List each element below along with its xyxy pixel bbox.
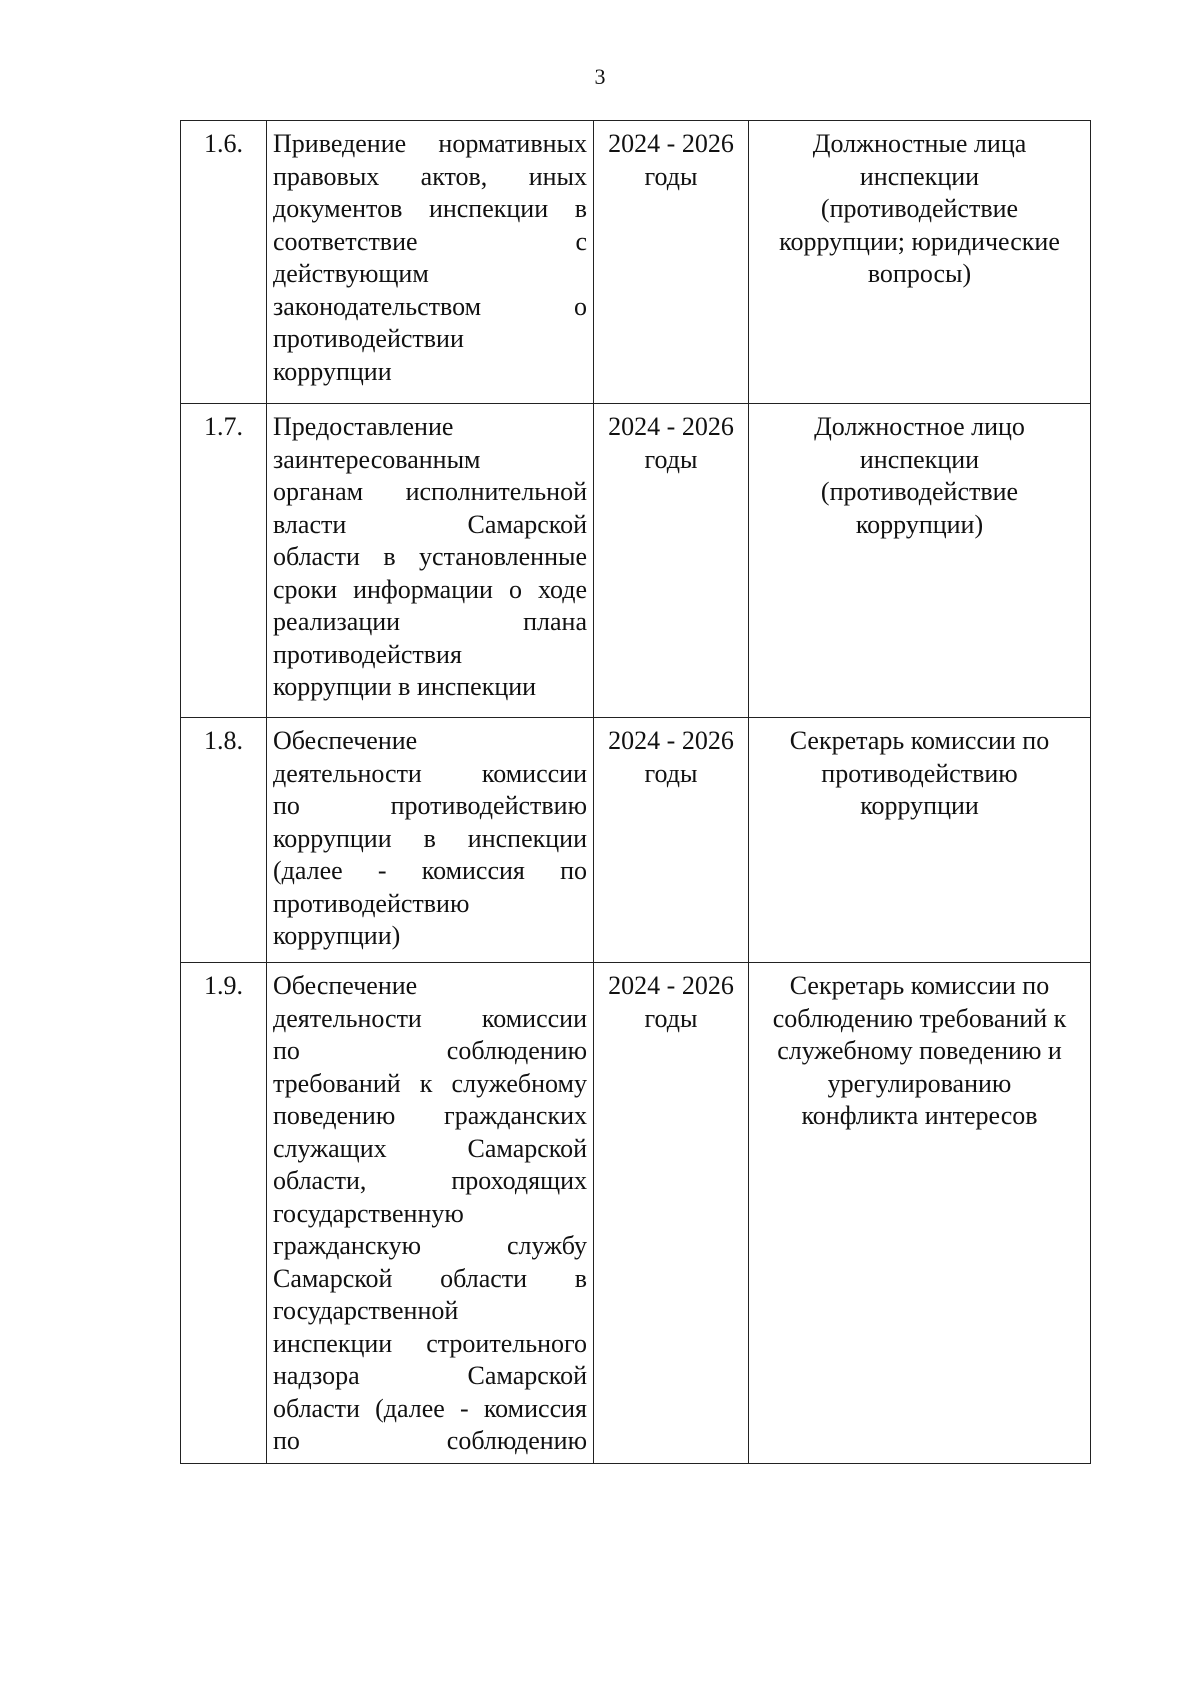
responsible-line: Секретарь комиссии по	[789, 726, 1050, 755]
text-line: коррупции в инспекции	[273, 672, 537, 701]
text-line: области в установленные	[273, 542, 587, 571]
responsible-line: коррупции)	[855, 509, 984, 539]
text-line: надзора Самарской	[273, 1361, 587, 1390]
responsible-line: инспекции	[859, 161, 980, 191]
text-line: заинтересованным	[273, 444, 481, 474]
responsible-cell	[749, 121, 1091, 404]
text-line: коррупции)	[273, 921, 401, 950]
text-line: коррупции	[273, 356, 392, 386]
table-row	[181, 963, 1091, 1464]
responsible-line: Должностное лицо	[814, 412, 1025, 441]
table-row	[181, 404, 1091, 718]
period-unit: годы	[644, 161, 698, 191]
item-number: 1.6.	[181, 121, 267, 404]
responsible-cell	[749, 718, 1091, 963]
measure-text	[267, 404, 594, 718]
responsible-line: противодействию	[821, 758, 1018, 788]
measure-text	[267, 718, 594, 963]
text-line: власти Самарской	[273, 509, 587, 539]
text-line: деятельности комиссии	[273, 758, 587, 788]
text-line: противодействии	[273, 324, 464, 353]
period-years: 2024 - 2026	[608, 726, 734, 755]
item-number: 1.9.	[181, 963, 267, 1464]
text-line: сроки информации о ходе	[273, 574, 587, 604]
period-years: 2024 - 2026	[608, 412, 734, 441]
text-line: Обеспечение	[273, 971, 418, 1000]
item-number: 1.8.	[181, 718, 267, 963]
period-years: 2024 - 2026	[608, 971, 734, 1000]
table-row	[181, 718, 1091, 963]
text-line: требований к служебному	[273, 1068, 587, 1098]
responsible-line: коррупции; юридические	[779, 226, 1060, 256]
period-cell	[594, 718, 749, 963]
responsible-line: (противодействие	[820, 477, 1019, 506]
responsible-cell	[749, 963, 1091, 1464]
text-line: правовых актов, иных	[273, 161, 587, 191]
text-line: действующим	[273, 259, 429, 288]
text-line: области, проходящих	[273, 1166, 587, 1195]
text-line: законодательством о	[273, 291, 587, 321]
text-line: Обеспечение	[273, 726, 418, 755]
measure-text	[267, 121, 594, 404]
text-line: противодействия	[273, 639, 462, 669]
text-line: органам исполнительной	[273, 477, 587, 506]
text-line: реализации плана	[273, 607, 587, 636]
responsible-line: инспекции	[859, 444, 980, 474]
period-unit: годы	[644, 758, 698, 788]
text-line: Предоставление	[273, 412, 454, 441]
period-cell	[594, 121, 749, 404]
text-line: по противодействию	[273, 791, 587, 820]
responsible-cell	[749, 404, 1091, 718]
text-line: государственную	[273, 1198, 464, 1228]
responsible-line: конфликта интересов	[801, 1101, 1038, 1130]
text-line: Приведение нормативных	[273, 129, 587, 158]
item-number: 1.7.	[181, 404, 267, 718]
text-line: гражданскую службу	[273, 1231, 587, 1260]
text-line: по соблюдению	[273, 1426, 587, 1455]
period-unit: годы	[644, 1003, 698, 1033]
responsible-line: служебному поведению и	[777, 1036, 1062, 1065]
text-line: поведению гражданских	[273, 1101, 587, 1130]
table-row	[181, 121, 1091, 404]
plan-table	[180, 120, 1091, 1464]
period-cell	[594, 404, 749, 718]
responsible-line: соблюдению требований к	[772, 1003, 1067, 1033]
text-line: области (далее - комиссия	[273, 1393, 587, 1423]
responsible-line: урегулированию	[827, 1068, 1012, 1098]
text-line: документов инспекции в	[273, 194, 587, 223]
period-cell	[594, 963, 749, 1464]
responsible-line: Секретарь комиссии по	[789, 971, 1050, 1000]
text-line: коррупции в инспекции	[273, 823, 587, 853]
period-years: 2024 - 2026	[608, 129, 734, 158]
responsible-line: вопросы)	[867, 259, 972, 288]
page-number: 3	[594, 64, 606, 89]
responsible-line: коррупции	[860, 791, 979, 820]
text-line: государственной	[273, 1296, 459, 1325]
text-line: деятельности комиссии	[273, 1003, 587, 1033]
responsible-line: (противодействие	[820, 194, 1019, 223]
text-line: Самарской области в	[273, 1263, 587, 1293]
text-line: противодействию	[273, 888, 470, 918]
text-line: служащих Самарской	[273, 1133, 587, 1163]
responsible-line: Должностные лица	[812, 129, 1027, 158]
period-unit: годы	[644, 444, 698, 474]
text-line: инспекции строительного	[273, 1328, 587, 1358]
measure-text	[267, 963, 594, 1464]
text-line: (далее - комиссия по	[273, 856, 587, 885]
text-line: соответствие с	[273, 226, 587, 256]
text-line: по соблюдению	[273, 1036, 587, 1065]
